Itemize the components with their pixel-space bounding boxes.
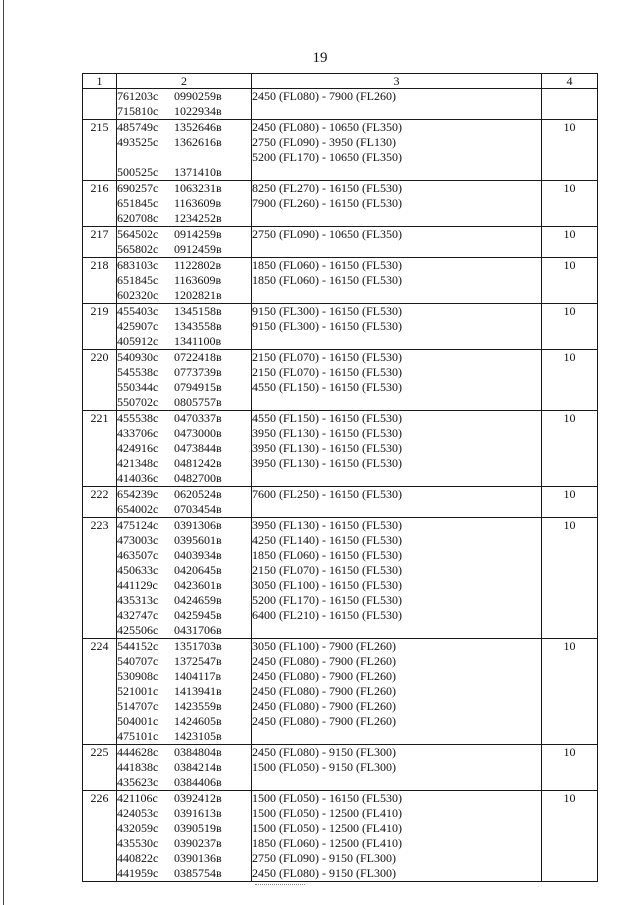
longitude: 1202821в [174,288,222,302]
latitude: 545538с [117,365,159,379]
coordinate-line [117,866,251,881]
altitude-range: 7900 (FL260) - 16150 (FL530) [252,196,402,210]
altitude-levels-cell [252,120,542,181]
page-left-edge-line [3,0,4,905]
zone-number: 224 [83,639,117,745]
latitude: 435530с [117,836,159,850]
altitude-range: 9150 (FL300) - 16150 (FL530) [252,319,402,333]
coordinate-line [117,395,251,410]
latitude: 715810с [117,104,159,118]
table-row [83,304,598,350]
coordinate-line [117,89,251,104]
longitude: 0773739в [174,365,222,379]
coordinate-line [117,441,251,456]
coordinate-line [117,563,251,578]
longitude: 1022934в [174,104,222,118]
table-header [83,74,598,89]
longitude: 0482700в [174,471,222,485]
latitude: 485749с [117,120,159,134]
altitude-range: 3950 (FL130) - 16150 (FL530) [252,441,402,455]
coordinate-line [117,211,251,226]
coordinate-line [117,699,251,714]
altitude-range: 2750 (FL090) - 10650 (FL350) [252,227,402,241]
longitude: 1234252в [174,211,222,225]
coordinate-line [117,242,251,257]
table-row [83,639,598,745]
longitude: 0470337в [174,411,222,425]
altitude-range: 2150 (FL070) - 16150 (FL530) [252,350,402,364]
coordinate-line [117,851,251,866]
altitude-levels-cell [252,487,542,518]
coordinate-line [117,745,251,760]
longitude: 0722418в [174,350,222,364]
coordinates-cell [117,639,252,745]
value-cell: 10 [542,350,598,411]
latitude: 550702с [117,395,159,409]
coordinates-cell [117,487,252,518]
coordinate-line [117,791,251,806]
coordinate-line [117,258,251,273]
longitude: 0990259в [174,89,222,103]
latitude: 414036с [117,471,159,485]
zone-number: 219 [83,304,117,350]
latitude: 435313с [117,593,159,607]
coordinates-cell [117,791,252,882]
longitude: 0912459в [174,242,222,256]
header-col-2: 2 [117,74,252,89]
altitude-range: 2450 (FL080) - 9150 (FL300) [252,866,396,880]
coordinate-line [117,760,251,775]
altitude-levels-cell [252,304,542,350]
altitude-levels-cell [252,181,542,227]
altitude-range: 8250 (FL270) - 16150 (FL530) [252,181,402,195]
latitude: 463507с [117,548,159,562]
value-cell: 10 [542,791,598,882]
latitude: 475101с [117,729,159,743]
table-row [83,791,598,882]
coordinate-line [117,411,251,426]
altitude-range: 2450 (FL080) - 7900 (FL260) [252,654,396,668]
header-row [83,74,598,89]
value-cell: 10 [542,181,598,227]
coordinate-line [117,518,251,533]
longitude: 1362616в [174,135,222,149]
altitude-levels-cell [252,350,542,411]
table-body [83,89,598,882]
longitude: 0420645в [174,563,222,577]
latitude: 421348с [117,456,159,470]
latitude: 550344с [117,380,159,394]
longitude: 0473844в [174,441,222,455]
coordinate-line [117,487,251,502]
coordinates-cell [117,181,252,227]
altitude-range: 7600 (FL250) - 16150 (FL530) [252,487,402,501]
coordinate-line [117,165,251,180]
zone-number: 225 [83,745,117,791]
coordinate-line [117,196,251,211]
longitude: 0620524в [174,487,222,501]
coordinate-line [117,593,251,608]
coordinates-cell [117,411,252,487]
altitude-range: 2450 (FL080) - 7900 (FL260) [252,669,396,683]
altitude-range: 6400 (FL210) - 16150 (FL530) [252,608,402,622]
coordinate-line [117,456,251,471]
altitude-range: 3950 (FL130) - 16150 (FL530) [252,456,402,470]
coordinate-line [117,639,251,654]
coordinate-line [117,120,251,135]
longitude: 0391306в [174,518,222,532]
latitude: 473003с [117,533,159,547]
latitude: 504001с [117,714,159,728]
altitude-range: 2450 (FL080) - 10650 (FL350) [252,120,402,134]
longitude: 0403934в [174,548,222,562]
coordinate-line [117,471,251,486]
altitude-range: 2150 (FL070) - 16150 (FL530) [252,563,402,577]
latitude: 435623с [117,775,159,789]
altitude-range: 3950 (FL130) - 16150 (FL530) [252,426,402,440]
longitude: 1423105в [174,729,222,743]
table-row [83,350,598,411]
longitude: 0703454в [174,502,222,516]
coordinates-cell [117,227,252,258]
altitude-range: 1850 (FL060) - 16150 (FL530) [252,548,402,562]
altitude-range: 2450 (FL080) - 7900 (FL260) [252,699,396,713]
longitude: 1343558в [174,319,222,333]
longitude: 0914259в [174,227,222,241]
latitude: 421106с [117,791,158,805]
latitude: 493525с [117,135,159,149]
latitude: 540930с [117,350,159,364]
coordinate-line [117,714,251,729]
coordinates-cell [117,745,252,791]
coordinate-line [117,334,251,349]
table-row [83,89,598,120]
latitude: 564502с [117,227,159,241]
altitude-range: 5200 (FL170) - 10650 (FL350) [252,150,402,164]
altitude-range: 3950 (FL130) - 16150 (FL530) [252,518,402,532]
zone-number: 226 [83,791,117,882]
altitude-levels-cell [252,639,542,745]
latitude: 690257с [117,181,159,195]
longitude: 1371410в [174,165,222,179]
longitude: 1423559в [174,699,222,713]
coordinate-line [117,821,251,836]
coordinate-line [117,380,251,395]
table-row [83,518,598,639]
longitude: 0384214в [174,760,222,774]
coordinate-gap [117,150,251,165]
coordinate-line [117,806,251,821]
altitude-range: 2450 (FL080) - 7900 (FL260) [252,714,396,728]
coordinate-line [117,365,251,380]
longitude: 0481242в [174,456,222,470]
latitude: 540707с [117,654,159,668]
altitude-range: 4250 (FL140) - 16150 (FL530) [252,533,402,547]
zone-number: 221 [83,411,117,487]
coordinate-line [117,623,251,638]
coordinate-line [117,288,251,303]
altitude-range: 1500 (FL050) - 12500 (FL410) [252,806,402,820]
altitude-range: 2750 (FL090) - 9150 (FL300) [252,851,396,865]
latitude: 651845с [117,196,159,210]
value-cell: 10 [542,258,598,304]
coordinate-line [117,775,251,790]
longitude: 0384804в [174,745,222,759]
longitude: 1351703в [174,639,222,653]
zone-number: 217 [83,227,117,258]
latitude: 424053с [117,806,159,820]
latitude: 433706с [117,426,159,440]
altitude-range: 2450 (FL080) - 7900 (FL260) [252,89,396,103]
coordinate-line [117,578,251,593]
altitude-levels-cell [252,89,542,120]
altitude-range: 4550 (FL150) - 16150 (FL530) [252,411,402,425]
coordinate-line [117,135,251,150]
header-col-4: 4 [542,74,598,89]
coordinate-line [117,350,251,365]
latitude: 441959с [117,866,159,880]
latitude: 424916с [117,441,159,455]
latitude: 654002с [117,502,159,516]
latitude: 651845с [117,273,159,287]
coordinates-cell [117,120,252,181]
latitude: 475124с [117,518,159,532]
altitude-range: 1850 (FL060) - 16150 (FL530) [252,273,402,287]
longitude: 1345158в [174,304,222,318]
altitude-levels-cell [252,745,542,791]
longitude: 0425945в [174,608,222,622]
longitude: 1163609в [174,273,222,287]
altitude-range: 3050 (FL100) - 16150 (FL530) [252,578,402,592]
value-cell: 10 [542,518,598,639]
table-row [83,181,598,227]
longitude: 0384406в [174,775,222,789]
longitude: 1341100в [174,334,222,348]
value-cell: 10 [542,639,598,745]
latitude: 444628с [117,745,159,759]
table-row [83,258,598,304]
latitude: 440822с [117,851,159,865]
table-row [83,227,598,258]
coordinate-line [117,426,251,441]
zone-number: 216 [83,181,117,227]
coordinate-line [117,533,251,548]
latitude: 602320с [117,288,159,302]
altitude-range: 1850 (FL060) - 16150 (FL530) [252,258,402,272]
longitude: 0805757в [174,395,222,409]
page-bottom-mark [255,884,305,885]
altitude-range: 1500 (FL050) - 12500 (FL410) [252,821,402,835]
coordinate-line [117,273,251,288]
latitude: 425907с [117,319,159,333]
latitude: 425506с [117,623,159,637]
altitude-range: 2450 (FL080) - 7900 (FL260) [252,684,396,698]
value-cell: 10 [542,411,598,487]
altitude-levels-cell [252,411,542,487]
coordinate-line [117,227,251,242]
latitude: 544152с [117,639,159,653]
altitude-range: 2150 (FL070) - 16150 (FL530) [252,365,402,379]
coordinate-line [117,104,251,119]
airspace-table [82,73,598,882]
header-col-3: 3 [252,74,542,89]
longitude: 0395601в [174,533,222,547]
value-cell: 10 [542,487,598,518]
longitude: 1352646в [174,120,222,134]
longitude: 1404117в [174,669,222,683]
coordinates-cell [117,350,252,411]
latitude: 565802с [117,242,159,256]
latitude: 405912с [117,334,159,348]
zone-number: 215 [83,120,117,181]
altitude-levels-cell [252,258,542,304]
longitude: 0473000в [174,426,222,440]
header-col-1: 1 [83,74,117,89]
value-cell: 10 [542,227,598,258]
coordinate-line [117,181,251,196]
altitude-range: 1850 (FL060) - 12500 (FL410) [252,836,402,850]
longitude: 0392412в [174,791,222,805]
longitude: 1063231в [174,181,222,195]
latitude: 500525с [117,165,159,179]
page-number: 19 [312,50,328,66]
altitude-range: 3050 (FL100) - 7900 (FL260) [252,639,396,653]
latitude: 530908с [117,669,159,683]
latitude: 620708с [117,211,159,225]
table-row [83,745,598,791]
longitude: 1163609в [174,196,222,210]
zone-number: 220 [83,350,117,411]
longitude: 1122802в [174,258,222,272]
latitude: 521001с [117,684,159,698]
longitude: 1372547в [174,654,222,668]
coordinates-cell [117,258,252,304]
value-cell: 10 [542,745,598,791]
longitude: 0390237в [174,836,222,850]
coordinate-line [117,684,251,699]
longitude: 0794915в [174,380,222,394]
latitude: 514707с [117,699,159,713]
latitude: 761203с [117,89,159,103]
latitude: 441838с [117,760,159,774]
zone-number [83,89,117,120]
coordinate-line [117,654,251,669]
longitude: 0391613в [174,806,222,820]
longitude: 0390519в [174,821,222,835]
coordinates-cell [117,89,252,120]
coordinate-line [117,608,251,623]
latitude: 432059с [117,821,159,835]
coordinate-line [117,669,251,684]
zone-number: 222 [83,487,117,518]
table-row [83,120,598,181]
altitude-range: 9150 (FL300) - 16150 (FL530) [252,304,402,318]
longitude: 0424659в [174,593,222,607]
altitude-levels-cell [252,227,542,258]
latitude: 654239с [117,487,159,501]
longitude: 0390136в [174,851,222,865]
altitude-range: 2450 (FL080) - 9150 (FL300) [252,745,396,759]
longitude: 1413941в [174,684,222,698]
altitude-levels-cell [252,791,542,882]
coordinate-line [117,319,251,334]
coordinates-cell [117,518,252,639]
coordinate-line [117,836,251,851]
longitude: 0431706в [174,623,222,637]
zone-number: 223 [83,518,117,639]
longitude: 1424605в [174,714,222,728]
coordinates-cell [117,304,252,350]
longitude: 0385754в [174,866,222,880]
latitude: 683103с [117,258,159,272]
coordinate-line [117,304,251,319]
value-cell [542,89,598,120]
latitude: 455403с [117,304,159,318]
coordinate-line [117,548,251,563]
altitude-range: 2750 (FL090) - 3950 (FL130) [252,135,396,149]
altitude-levels-cell [252,518,542,639]
longitude: 0423601в [174,578,222,592]
altitude-range: 1500 (FL050) - 16150 (FL530) [252,791,402,805]
table-row [83,487,598,518]
value-cell: 10 [542,304,598,350]
latitude: 455538с [117,411,159,425]
altitude-range: 1500 (FL050) - 9150 (FL300) [252,760,396,774]
altitude-range: 5200 (FL170) - 16150 (FL530) [252,593,402,607]
coordinate-line [117,729,251,744]
table-row [83,411,598,487]
latitude: 432747с [117,608,159,622]
latitude: 441129с [117,578,158,592]
value-cell: 10 [542,120,598,181]
altitude-range: 4550 (FL150) - 16150 (FL530) [252,380,402,394]
coordinate-line [117,502,251,517]
zone-number: 218 [83,258,117,304]
latitude: 450633с [117,563,159,577]
